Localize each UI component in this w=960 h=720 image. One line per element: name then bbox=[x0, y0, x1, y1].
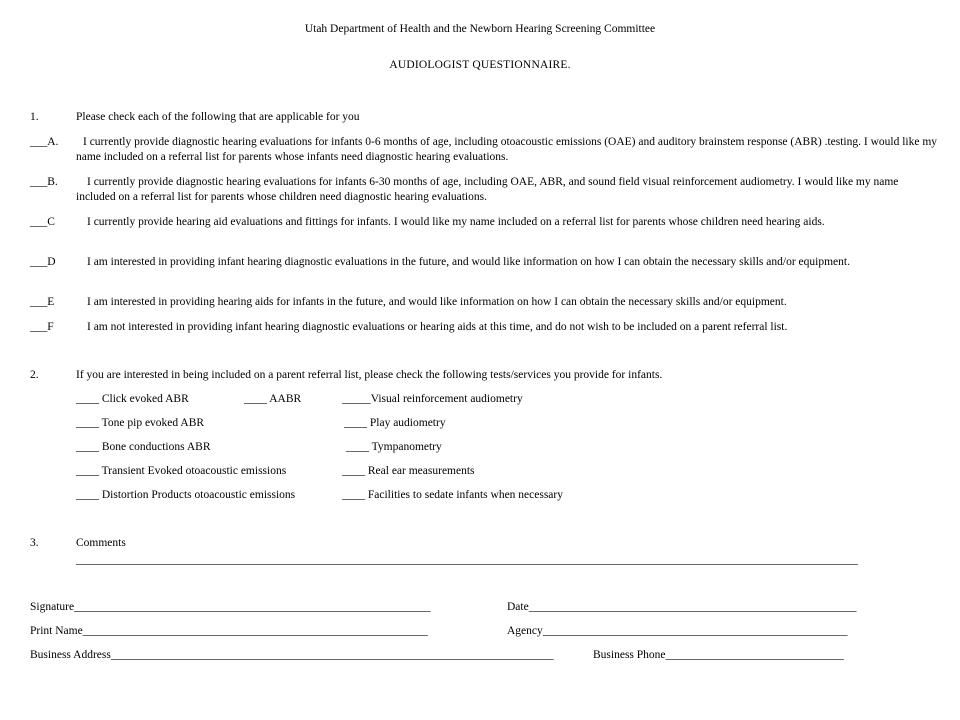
checkbox-blank[interactable]: ___B. bbox=[30, 176, 58, 188]
section-heading: If you are interested in being included on a parent referral list, please check the following tests/services you provide for infants. bbox=[76, 369, 663, 381]
section-number: 3. bbox=[30, 537, 39, 549]
questionnaire-title: AUDIOLOGIST QUESTIONNAIRE. bbox=[389, 59, 571, 71]
business-address-field[interactable]: Business Address_____________________________________________________________________________ bbox=[30, 649, 554, 661]
section-heading: Please check each of the following that are applicable for you bbox=[76, 111, 360, 123]
service-real-ear[interactable]: ____ Real ear measurements bbox=[342, 465, 475, 477]
service-sedation[interactable]: ____ Facilities to sedate infants when necessary bbox=[342, 489, 563, 501]
service-aabr[interactable]: ____ AABR bbox=[244, 393, 302, 405]
section-heading: Comments bbox=[76, 537, 126, 549]
agency-field[interactable]: Agency_____________________________________________________ bbox=[507, 625, 848, 637]
service-play-audiometry[interactable]: ____ Play audiometry bbox=[344, 417, 446, 429]
option-text: I am interested in providing infant hearing diagnostic evaluations in the future, and would like information on how I can obtain the necessary skills and/or equipment. bbox=[87, 256, 850, 268]
signature-field[interactable]: Signature______________________________________________________________ bbox=[30, 601, 431, 613]
document-title: Utah Department of Health and the Newborn Hearing Screening Committee bbox=[304, 23, 656, 35]
option-text: I am not interested in providing infant hearing diagnostic evaluations or hearing aids at this time, and do not wish to be included on a parent referral list. bbox=[87, 321, 788, 333]
date-field[interactable]: Date_________________________________________________________ bbox=[507, 601, 857, 613]
service-tympanometry[interactable]: ____ Tympanometry bbox=[346, 441, 442, 453]
service-dpoae[interactable]: ____ Distortion Products otoacoustic emissions bbox=[76, 489, 296, 501]
option-text: I currently provide diagnostic hearing evaluations for infants 6-30 months of age, including OAE, ABR, and sound field visual reinforcement audiometry. I would like my name included on a referral list for parents whose children need diagnostic hearing evaluations. bbox=[76, 176, 899, 203]
service-tone-pip-abr[interactable]: ____ Tone pip evoked ABR bbox=[76, 417, 205, 429]
checkbox-blank[interactable]: ___D bbox=[30, 256, 56, 268]
option-text: I currently provide diagnostic hearing evaluations for infants 0-6 months of age, including otoacoustic emissions (OAE) and auditory brainstem response (ABR) .testing. I would like my name included on a referral list for parents whose infants need diagnostic hearing evaluations. bbox=[76, 136, 938, 163]
service-vra[interactable]: _____Visual reinforcement audiometry bbox=[342, 393, 523, 405]
checkbox-blank[interactable]: ___A. bbox=[30, 136, 59, 148]
service-bone-abr[interactable]: ____ Bone conductions ABR bbox=[76, 441, 211, 453]
print-name-field[interactable]: Print Name____________________________________________________________ bbox=[30, 625, 428, 637]
checkbox-blank[interactable]: ___C bbox=[30, 216, 55, 228]
service-teoae[interactable]: ____ Transient Evoked otoacoustic emissions bbox=[76, 465, 287, 477]
service-click-abr[interactable]: ____ Click evoked ABR bbox=[76, 393, 189, 405]
checkbox-blank[interactable]: ___E bbox=[30, 296, 55, 308]
business-phone-field[interactable]: Business Phone_______________________________ bbox=[593, 649, 844, 661]
section-number: 2. bbox=[30, 369, 39, 381]
section-number: 1. bbox=[30, 111, 39, 123]
comments-line[interactable]: ________________________________________________________________________________________________________________________________________ bbox=[76, 554, 858, 566]
option-text: I am interested in providing hearing aids for infants in the future, and would like information on how I can obtain the necessary skills and/or equipment. bbox=[87, 296, 787, 308]
checkbox-blank[interactable]: ___F bbox=[30, 321, 54, 333]
option-text: I currently provide hearing aid evaluations and fittings for infants. I would like my name included on a referral list for parents whose children need hearing aids. bbox=[87, 216, 825, 228]
